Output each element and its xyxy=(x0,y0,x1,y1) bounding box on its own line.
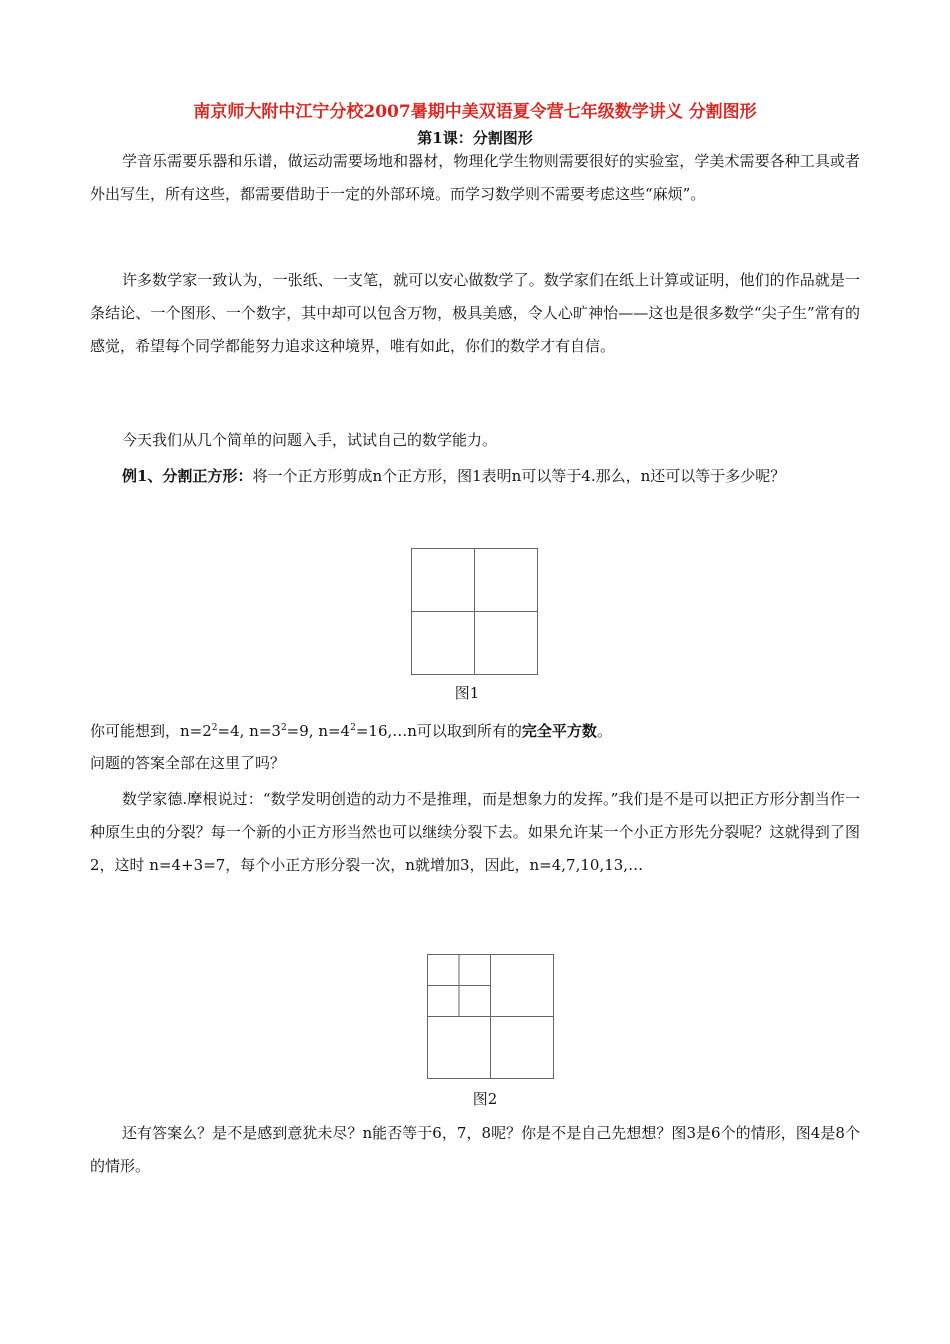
example-label: 例1、分割正方形： xyxy=(122,467,253,485)
figure-1-caption: 图1 xyxy=(454,684,480,702)
paragraph-5: 问题的答案全部在这里了吗？ xyxy=(90,754,286,772)
paragraph-7: 还有答案么？是不是感到意犹未尽？n能否等于6，7，8呢？你是不是自己先想想？图3是6个的情形，图4是8个的情形。 xyxy=(90,1124,860,1175)
paragraph-3: 今天我们从几个简单的问题入手，试试自己的数学能力。 xyxy=(122,431,498,449)
p4-exponent-3: 2 xyxy=(350,723,356,733)
p4-part-a: 你可能想到，n=2 xyxy=(90,722,212,740)
p4-exponent-1: 2 xyxy=(211,723,218,733)
page-title: 南京师大附中江宁分校2007暑期中美双语夏令营七年级数学讲义 分割图形 xyxy=(193,102,757,122)
example-1 xyxy=(90,460,860,493)
figure-1 xyxy=(411,548,539,676)
example-text: 将一个正方形剪成n个正方形，图1表明n可以等于4.那么，n还可以等于多少呢？ xyxy=(252,467,786,485)
p4-part-d: =16,…n可以取到所有的 xyxy=(355,722,522,740)
p4-part-b: =4, n=3 xyxy=(217,722,281,740)
p4-exponent-2: 2 xyxy=(280,723,287,733)
perfect-squares-term: 完全平方数 xyxy=(521,722,597,740)
paragraph-4 xyxy=(90,715,860,744)
figure-2-caption: 图2 xyxy=(472,1090,498,1108)
p4-end: 。 xyxy=(596,722,612,740)
p4-part-c: =9, n=4 xyxy=(286,722,351,740)
paragraph-2: 许多数学家一致认为，一张纸、一支笔，就可以安心做数学了。数学家们在纸上计算或证明，他们的作品就是一条结论、一个图形、一个数字，其中却可以包含万物，极具美感，令人心旷神怡——这也是很多数学“尖子生”常有的感觉，希望每个同学都能努力追求这种境界，唯有如此，你们的数学才有自信。 xyxy=(90,271,860,355)
paragraph-6: 数学家德.摩根说过：“数学发明创造的动力不是推理，而是想象力的发挥。”我们是不是可以把正方形分割当作一种原生虫的分裂？每一个新的小正方形当然也可以继续分裂下去。如果允许某一个小正方形先分裂呢？这就得到了图2，这时 n=4+3=7，每个小正方形分裂一次，n就增加3，因此，n=4,7,10,13,… xyxy=(90,790,860,874)
lesson-heading: 第1课：分割图形 xyxy=(417,129,533,147)
paragraph-1: 学音乐需要乐器和乐谱，做运动需要场地和器材，物理化学生物则需要很好的实验室，学美术需要各种工具或者外出写生，所有这些，都需要借助于一定的外部环境。而学习数学则不需要考虑这些“麻烦”。 xyxy=(90,152,860,203)
figure-2 xyxy=(427,954,555,1080)
